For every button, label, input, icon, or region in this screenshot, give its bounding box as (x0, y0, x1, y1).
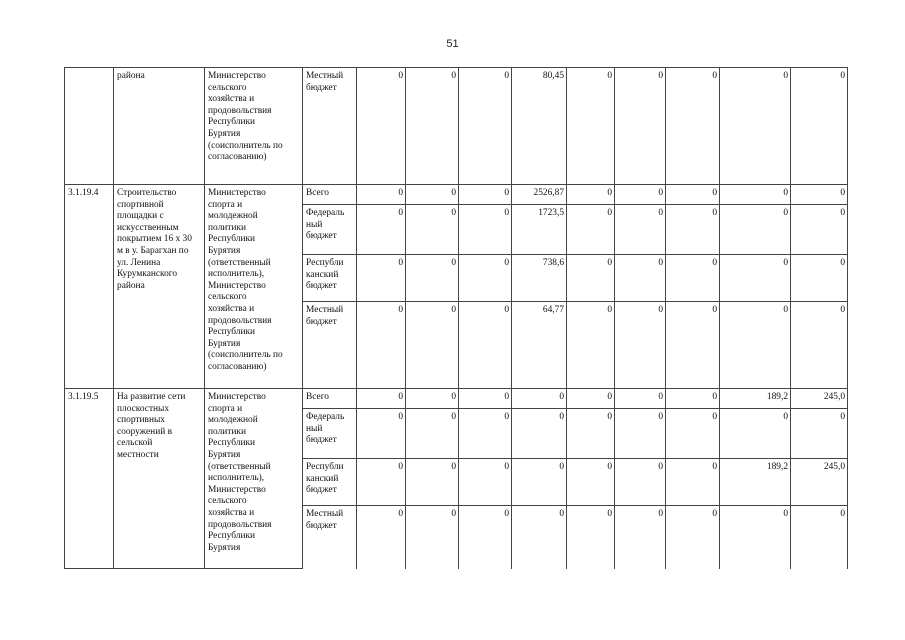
value-cell: 0 (567, 409, 615, 459)
value-cell: 189,2 (720, 459, 791, 506)
value-cell: 0 (357, 506, 406, 569)
value-cell: 0 (567, 302, 615, 389)
value-cell: 0 (459, 506, 512, 569)
value-cell: 0 (459, 185, 512, 205)
value-cell: 0 (615, 68, 666, 185)
value-cell: 0 (357, 185, 406, 205)
measure-name: района (114, 68, 205, 185)
funding-source: Местный бюджет (303, 302, 357, 389)
value-cell: 0 (357, 255, 406, 302)
value-cell: 0 (567, 389, 615, 409)
value-cell: 0 (615, 302, 666, 389)
value-cell: 0 (791, 68, 848, 185)
value-cell: 0 (406, 302, 459, 389)
value-cell: 0 (615, 255, 666, 302)
value-cell: 245,0 (791, 459, 848, 506)
value-cell: 0 (406, 255, 459, 302)
value-cell: 0 (406, 205, 459, 255)
value-cell: 0 (720, 409, 791, 459)
value-cell: 0 (666, 389, 720, 409)
measure-code: 3.1.19.4 (65, 185, 114, 389)
value-cell: 64,77 (512, 302, 567, 389)
page-number: 51 (446, 38, 459, 50)
value-cell: 2526,87 (512, 185, 567, 205)
value-cell: 0 (406, 68, 459, 185)
value-cell: 0 (459, 302, 512, 389)
value-cell: 0 (567, 68, 615, 185)
value-cell: 0 (512, 389, 567, 409)
measure-name: На развитие сети плоскостных спортивных сооружений в сельской местности (114, 389, 205, 569)
value-cell: 0 (512, 506, 567, 569)
value-cell: 0 (357, 409, 406, 459)
table-row (65, 185, 848, 205)
value-cell: 0 (615, 459, 666, 506)
value-cell: 738,6 (512, 255, 567, 302)
funding-source: Республи канский бюджет (303, 255, 357, 302)
value-cell: 0 (459, 459, 512, 506)
funding-source: Федераль ный бюджет (303, 409, 357, 459)
value-cell: 0 (459, 409, 512, 459)
value-cell: 0 (567, 185, 615, 205)
budget-table (64, 67, 848, 569)
measure-code (65, 68, 114, 185)
value-cell: 0 (567, 459, 615, 506)
executor: Министерство сельского хозяйства и продовольствия Республики Бурятия (соисполнитель по согласованию) (205, 68, 303, 185)
value-cell: 0 (666, 255, 720, 302)
value-cell: 0 (459, 205, 512, 255)
value-cell: 0 (720, 205, 791, 255)
table-body (65, 68, 848, 569)
value-cell: 0 (720, 255, 791, 302)
funding-source: Всего (303, 389, 357, 409)
funding-source: Республи канский бюджет (303, 459, 357, 506)
value-cell: 0 (406, 409, 459, 459)
value-cell: 0 (567, 205, 615, 255)
value-cell: 0 (357, 302, 406, 389)
value-cell: 0 (791, 185, 848, 205)
value-cell: 0 (357, 459, 406, 506)
value-cell: 0 (791, 255, 848, 302)
funding-source: Всего (303, 185, 357, 205)
value-cell: 0 (791, 409, 848, 459)
value-cell: 0 (666, 459, 720, 506)
value-cell: 0 (357, 389, 406, 409)
value-cell: 0 (666, 68, 720, 185)
value-cell: 1723,5 (512, 205, 567, 255)
value-cell: 0 (406, 389, 459, 409)
value-cell: 80,45 (512, 68, 567, 185)
value-cell: 0 (459, 255, 512, 302)
value-cell: 0 (666, 302, 720, 389)
funding-source: Федераль ный бюджет (303, 205, 357, 255)
value-cell: 0 (459, 68, 512, 185)
value-cell: 0 (720, 185, 791, 205)
value-cell: 0 (666, 205, 720, 255)
funding-source: Местный бюджет (303, 506, 357, 569)
value-cell: 0 (615, 205, 666, 255)
value-cell: 0 (720, 506, 791, 569)
value-cell: 0 (666, 506, 720, 569)
executor: Министерство спорта и молодежной политики Республики Бурятия (ответственный исполнитель), Министерство сельского хозяйства и продовольствия Республики Бурятия (соисполнитель по согласованию) (205, 185, 303, 389)
value-cell: 189,2 (720, 389, 791, 409)
value-cell: 0 (666, 185, 720, 205)
value-cell: 0 (615, 409, 666, 459)
value-cell: 0 (720, 68, 791, 185)
executor: Министерство спорта и молодежной политики Республики Бурятия (ответственный исполнитель), Министерство сельского хозяйства и продовольствия Республики Бурятия (205, 389, 303, 569)
value-cell: 0 (791, 302, 848, 389)
value-cell: 0 (720, 302, 791, 389)
measure-name: Строительство спортивной площадки с искусственным покрытием 16 х 30 м в у. Барагхан по ул. Ленина Курумканского района (114, 185, 205, 389)
value-cell: 0 (791, 205, 848, 255)
value-cell: 0 (406, 459, 459, 506)
table-row (65, 389, 848, 409)
value-cell: 0 (615, 389, 666, 409)
value-cell: 0 (357, 68, 406, 185)
value-cell: 0 (791, 506, 848, 569)
value-cell: 0 (567, 506, 615, 569)
value-cell: 245,0 (791, 389, 848, 409)
value-cell: 0 (615, 506, 666, 569)
value-cell: 0 (406, 506, 459, 569)
value-cell: 0 (666, 409, 720, 459)
value-cell: 0 (512, 409, 567, 459)
value-cell: 0 (615, 185, 666, 205)
value-cell: 0 (567, 255, 615, 302)
value-cell: 0 (357, 205, 406, 255)
value-cell: 0 (406, 185, 459, 205)
value-cell: 0 (459, 389, 512, 409)
table-row (65, 68, 848, 185)
funding-source: Местный бюджет (303, 68, 357, 185)
measure-code: 3.1.19.5 (65, 389, 114, 569)
value-cell: 0 (512, 459, 567, 506)
